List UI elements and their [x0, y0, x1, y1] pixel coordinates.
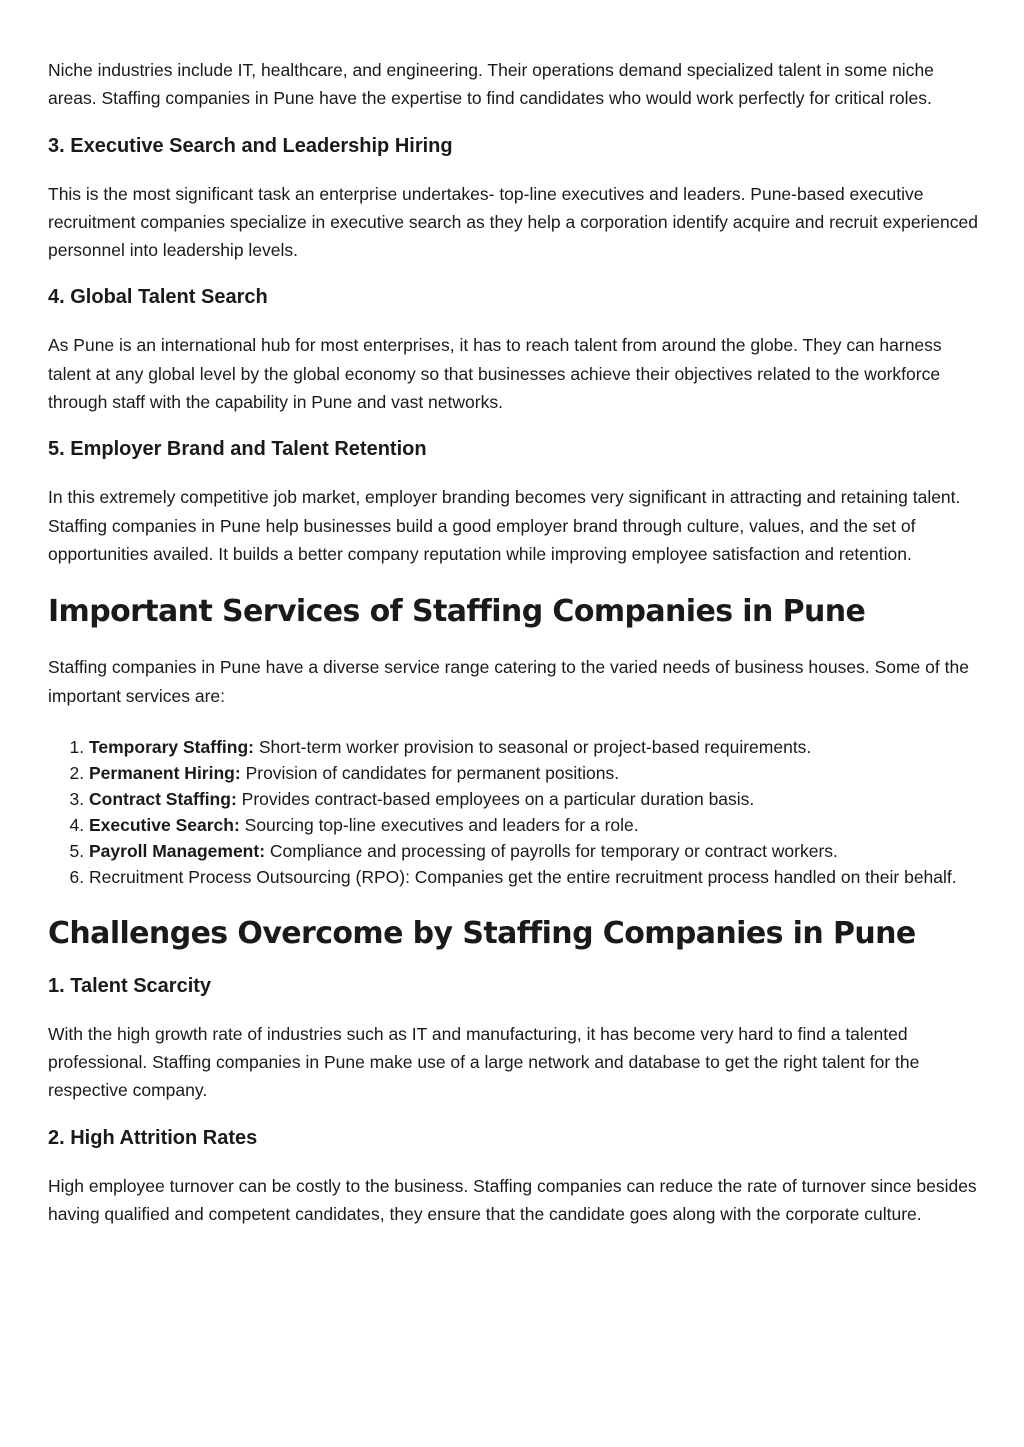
challenges-heading: Challenges Overcome by Staffing Companies in Pune: [48, 915, 916, 951]
service-desc: Compliance and processing of payrolls for temporary or contract workers.: [265, 840, 838, 861]
challenge-body-attrition: High employee turnover can be costly to the business. Staffing companies can reduce the rate of turnover since besides having qualified and competent candidates, they ensure that the candidate goes along with the corporate culture.: [48, 1175, 977, 1225]
section-body-employer-brand: In this extremely competitive job market, employer branding becomes very significant in attracting and retaining talent. Staffing companies in Pune help businesses build a good employer brand through culture, values, and the set of opportunities availed. It builds a better company reputation while improving employee satisfaction and retention.: [48, 487, 961, 564]
service-term: Payroll Management:: [89, 840, 266, 861]
service-desc: Short-term worker provision to seasonal or project-based requirements.: [253, 736, 812, 757]
section-heading-employer-brand: 5. Employer Brand and Talent Retention: [48, 438, 427, 461]
list-item: [89, 812, 978, 838]
document-page: [48, 56, 978, 1228]
service-term: Contract Staffing:: [89, 788, 237, 809]
services-intro: Staffing companies in Pune have a diverse service range catering to the varied needs of business houses. Some of the important services are:: [48, 657, 969, 706]
service-term: Executive Search:: [89, 814, 240, 835]
list-item: [89, 864, 978, 890]
section-body-global-talent: As Pune is an international hub for most enterprises, it has to reach talent from around the globe. They can harness talent at any global level by the global economy so that businesses achieve their objectives related to the workforce through staff with the capability in Pune and vast networks.: [48, 335, 942, 413]
list-item: [89, 760, 978, 786]
section-body-executive-search: This is the most significant task an enterprise undertakes- top-line executives and leaders. Pune-based executive recruitment companies specialize in executive search as they help a corporation identify acquire and recruit experienced personnel into leadership levels.: [48, 183, 978, 261]
service-desc: Provides contract-based employees on a particular duration basis.: [236, 788, 755, 809]
services-heading: Important Services of Staffing Companies in Pune: [48, 594, 866, 630]
intro-paragraph: Niche industries include IT, healthcare, and engineering. Their operations demand specialized talent in some niche areas. Staffing companies in Pune have the expertise to find candidates who would work perfectly for critical roles.: [48, 60, 934, 109]
service-term: Permanent Hiring:: [89, 762, 241, 783]
service-term: Temporary Staffing:: [89, 736, 254, 757]
service-desc: Sourcing top-line executives and leaders for a role.: [239, 814, 639, 835]
list-item: [89, 734, 978, 760]
challenge-heading-talent-scarcity: 1. Talent Scarcity: [48, 974, 212, 997]
challenge-body-talent-scarcity: With the high growth rate of industries such as IT and manufacturing, it has become very hard to find a talented professional. Staffing companies in Pune make use of a large network and database to get the right talent for the respective company.: [48, 1023, 920, 1101]
list-item: [89, 838, 978, 864]
section-heading-executive-search: 3. Executive Search and Leadership Hiring: [48, 134, 453, 157]
list-item: [89, 786, 978, 812]
section-heading-global-talent: 4. Global Talent Search: [48, 286, 268, 309]
services-list: [48, 734, 978, 890]
challenge-heading-attrition: 2. High Attrition Rates: [48, 1126, 258, 1149]
service-desc: Recruitment Process Outsourcing (RPO): Companies get the entire recruitment process handled on their behalf.: [89, 866, 957, 887]
service-desc: Provision of candidates for permanent positions.: [240, 762, 620, 783]
